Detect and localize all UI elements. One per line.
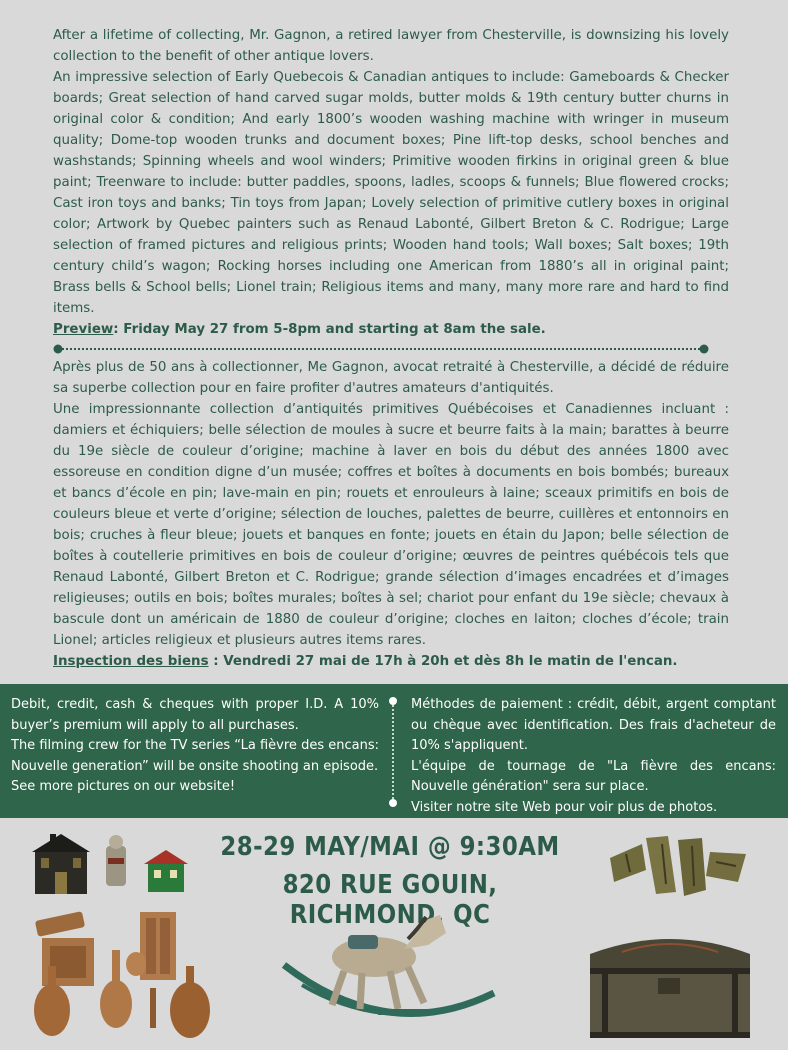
french-items: Une impressionnante collection d’antiquités primitives Québécoises et Canadiennes incluant : damiers et échiquiers; belle sélection de moules à sucre et beurre faits à la main; barattes à beurre du 19e siècle de couleur d’origine; machine à laver en bois du début des années 1800 avec essoreuse en condition digne d’un musée; coffres et boîtes à documents en bois bombés; bureaux et bancs d’école en pin; lave-main en pin; rouets et enrouleurs à laine; sceaux primitifs en bois de couleurs bleue et verte d’origine; sélection de louches, palettes de beurre, cuillères et entonnoirs en bois; cruches à fleur bleue; jouets et banques en fonte; jouets en étain du Japon; belle sélection de boîtes à coutellerie primitives en bois de couleur d’origine; œuvres de peintres québécois tels que Renaud Labonté, Gilbert Breton et C. Rodrigue; grande sélection d’images encadrées et d’images religieuses; outils en bois; boîtes murales; boîtes à sel; chariot pour enfant du 19e siècle; chevaux à bascule dont un américain de 1880 de couleur d’origine; cloches en laiton; cloches d’école; train Lionel; articles religieux et plusieurs autres items rares. [53, 402, 729, 648]
fr-payment-text: Méthodes de paiement : crédit, débit, argent comptant ou chèque avec identification. Des frais d'acheteur de 10% s'appliquent. [411, 697, 776, 753]
payment-info-french [411, 695, 776, 818]
fr-tv-text: L'équipe de tournage de "La fièvre des encans: Nouvelle génération" sera sur place. [411, 758, 776, 794]
english-intro: After a lifetime of collecting, Mr. Gagnon, a retired lawyer from Chesterville, is downsizing his lovely collection to the benefit of other antique lovers. [53, 28, 729, 64]
payment-info-english [11, 695, 379, 798]
inspection-text: : Vendredi 27 mai de 17h à 20h et dès 8h le matin de l'encan. [208, 654, 678, 669]
english-description [53, 25, 729, 340]
cast-iron-banks-image [30, 828, 190, 898]
preview-text: : Friday May 27 from 5-8pm and starting at 8am the sale. [113, 322, 546, 337]
preview-label: Preview [53, 322, 114, 337]
inspection-label: Inspection des biens [53, 654, 209, 669]
fr-website-text: Visiter notre site Web pour voir plus de photos. [411, 799, 718, 815]
wooden-molds-image [606, 832, 752, 912]
vertical-dotted-separator [388, 696, 398, 808]
auction-address: 820 RUE GOUIN, RICHMOND, QC [282, 870, 498, 930]
french-intro: Après plus de 50 ans à collectionner, Me Gagnon, avocat retraité à Chesterville, a décidé de réduire sa superbe collection pour en faire profiter d'autres amateurs d'antiquités. [53, 360, 729, 396]
inspection-line [53, 651, 729, 672]
preview-line [53, 319, 729, 340]
payment-info-band [0, 684, 788, 818]
en-tv-text: The filming crew for the TV series “La fièvre des encans: Nouvelle generation” will be onsite shooting an episode. [11, 738, 379, 774]
en-payment-text: Debit, credit, cash & cheques with proper I.D. A 10% buyer’s premium will apply to all purchases. [11, 697, 379, 733]
auction-date: 28-29 MAY/MAI @ 9:30AM [220, 832, 560, 862]
english-items: An impressive selection of Early Quebecois & Canadian antiques to include: Gameboards & Checker boards; Great selection of hand carved sugar molds, butter molds & 19th century butter churns in original color & condition; And early 1800’s wooden washing machine with wringer in museum quality; Dome-top wooden trunks and document boxes; Pine lift-top desks, school benches and washstands; Spinning wheels and wool winders; Primitive wooden firkins in original green & blue paint; Treenware to include: butter paddles, spoons, ladles, scoops & funnels; Blue flowered crocks; Cast iron toys and banks; Tin toys from Japan; Lovely selection of primitive cutlery boxes in original color; Artwork by Quebec painters such as Renaud Labonté, Gilbert Breton & C. Rodrigue; Large selection of framed pictures and religious prints; Wooden hand tools; Wall boxes; Salt boxes; 19th century child’s wagon; Rocking horses including one American from 1880’s all in original paint; Brass bells & School bells; Lionel train; Religious items and many, many more rare and hard to find items. [53, 70, 729, 316]
rocking-horse-image [278, 905, 500, 1045]
french-description [53, 357, 729, 672]
dotted-divider [53, 344, 709, 354]
en-website-text: See more pictures on our website! [11, 779, 236, 794]
dome-top-trunk-image [582, 924, 757, 1044]
butter-paddles-image [30, 906, 215, 1041]
